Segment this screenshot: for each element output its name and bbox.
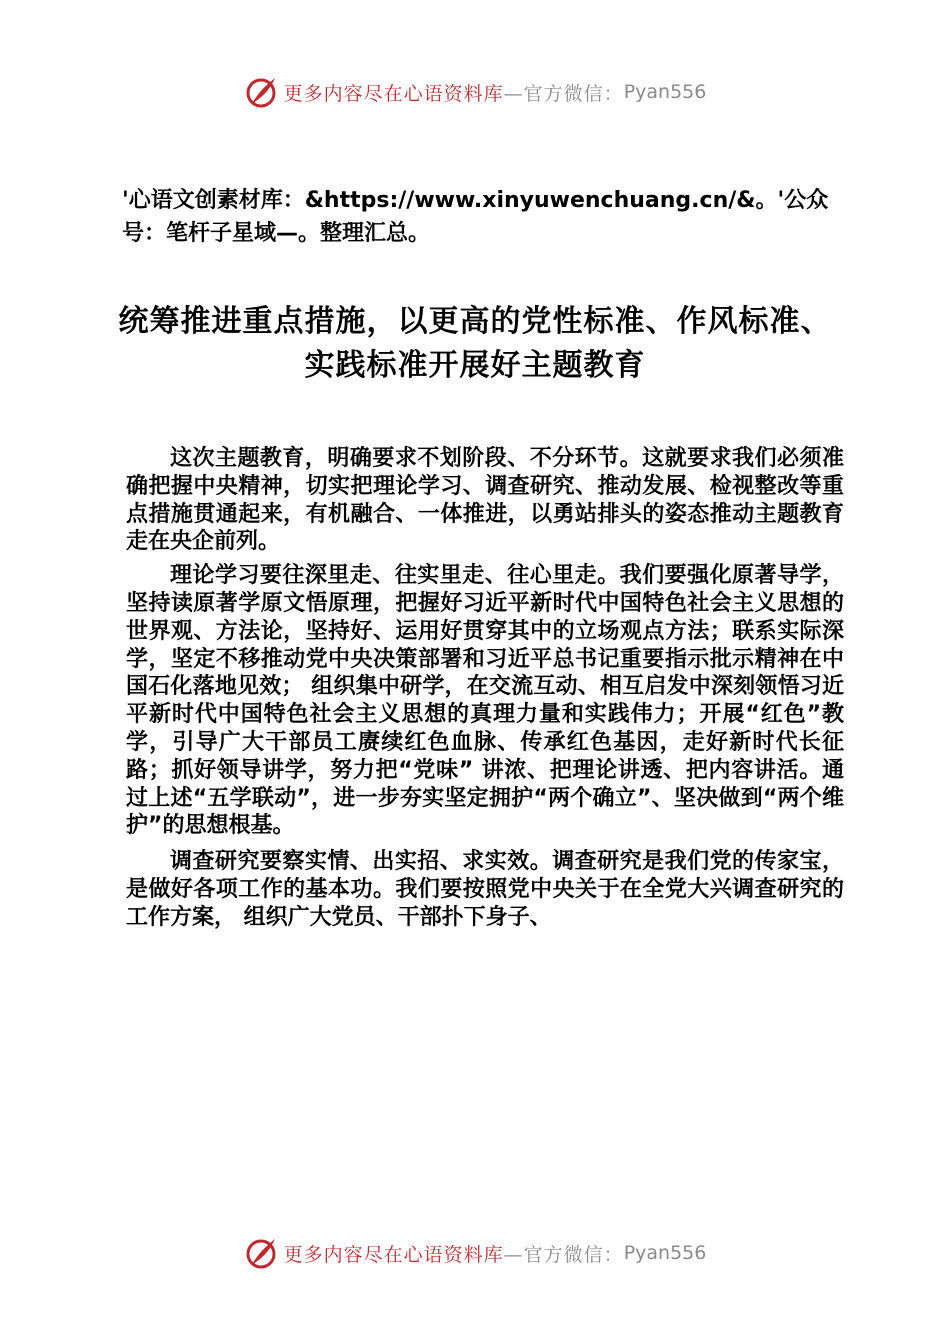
body-paragraph: 这次主题教育，明确要求不划阶段、不分环节。这就要求我们必须准确把握中央精神，切实把理论学习、调查研究、推动发展、检视整改等重点措施贯通起来，有机融合、一体推进，以勇站排头的姿态推动主题教育走在央企前列。 bbox=[126, 446, 844, 555]
document-title: 统筹推进重点措施，以更高的党性标准、作风标准、实践标准开展好主题教育 bbox=[118, 304, 832, 383]
watermark-brand: 更多内容尽在心语资料库 bbox=[283, 1243, 504, 1266]
body-paragraph: 调查研究要察实情、出实招、求实效。调查研究是我们党的传家宝，是做好各项工作的基本功。我们要按照党中央关于在全党大兴调查研究的工作方案， 组织广大党员、干部扑下身子、 bbox=[126, 849, 844, 930]
body-paragraph: 理论学习要往深里走、往实里走、往心里走。我们要强化原著导学，坚持读原著学原文悟原理，把握好习近平新时代中国特色社会主义思想的世界观、方法论，坚持好、运用好贯穿其中的立场观点方法；联系实际深学，坚定不移推动党中央决策部署和习近平总书记重要指示批示精神在中国石化落地见效； 组织集中研学，在交流互动、相互启发中深刻领悟习近平新时代中国特色社会主义思想的真理力量和实践伟力；开展“红色”教学，引导广大干部员工赓续红色血脉、传承红色基因，走好新时代长征路；抓好领导讲学，努力把“党味” 讲浓、把理论讲透、把内容讲活。通过上述“五学联动”，进一步夯实坚定拥护“两个确立”、坚决做到“两个维护”的思想根基。 bbox=[126, 563, 844, 839]
feather-pen-logo-icon bbox=[244, 1236, 278, 1270]
footer-watermark bbox=[0, 1233, 950, 1273]
watermark-brand: 更多内容尽在心语资料库 bbox=[283, 82, 504, 105]
watermark-wechat-id: Pyan556 bbox=[623, 81, 707, 103]
header-watermark bbox=[0, 72, 950, 112]
feather-pen-logo-icon bbox=[244, 75, 278, 109]
watermark-separator: —官方微信： bbox=[503, 1243, 624, 1266]
watermark-separator: —官方微信： bbox=[503, 82, 624, 105]
source-note: '心语文创素材库：&https://www.xinyuwenchuang.cn/&。'公众号：笔杆子星域—。整理汇总。 bbox=[122, 188, 829, 246]
document-body bbox=[126, 445, 844, 938]
watermark-wechat-id: Pyan556 bbox=[623, 1242, 707, 1264]
